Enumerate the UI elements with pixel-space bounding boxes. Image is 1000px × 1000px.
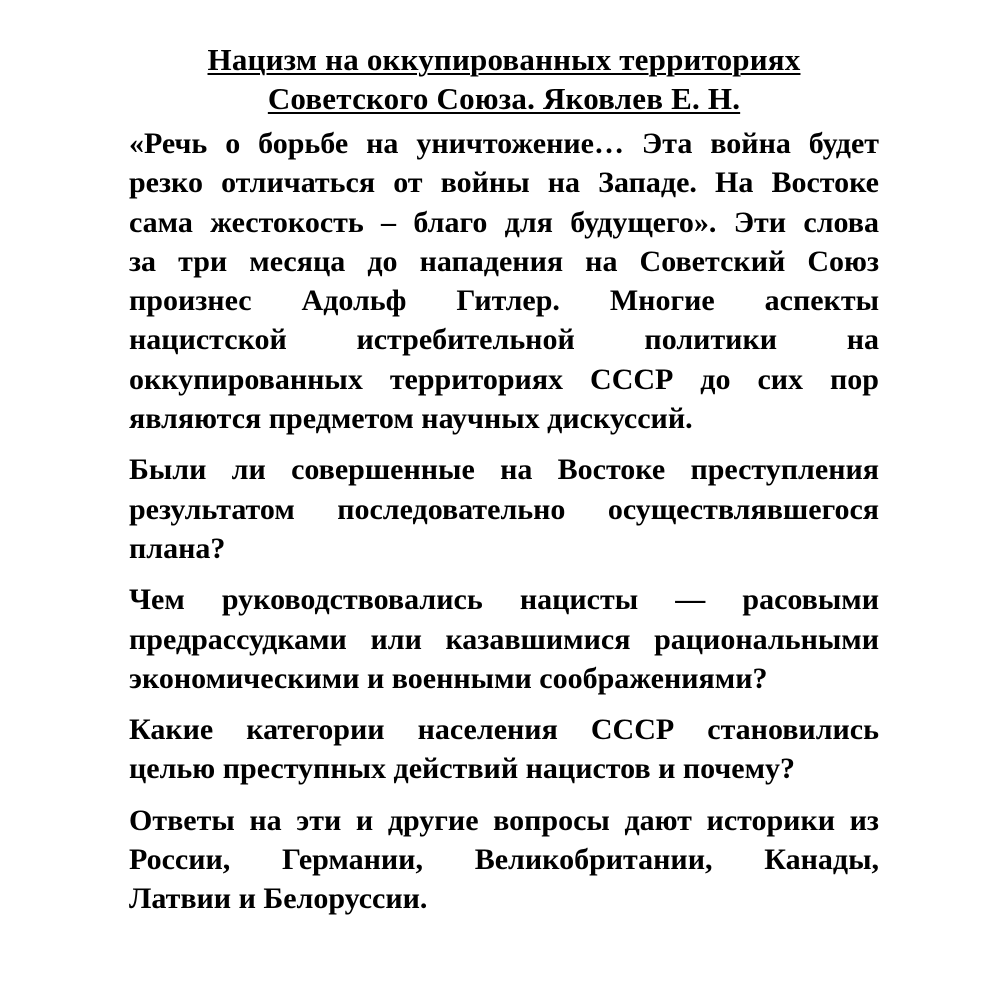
text-line: за три месяца до нападения на Советский Союз: [129, 244, 879, 278]
text-line: оккупированных территориях СССР до сих пор: [129, 362, 879, 396]
paragraph-quote: [129, 124, 879, 438]
text-line: России, Германии, Великобритании, Канады,: [129, 843, 879, 877]
text-line: Латвии и Белоруссии.: [129, 882, 428, 916]
text-line: Ответы на эти и другие вопросы дают историки из: [129, 803, 879, 837]
book-title-line-2: Советского Союза. Яковлев Е. Н.: [267, 81, 741, 116]
paragraph-question-2: [129, 580, 879, 698]
text-line: Какие категории населения СССР становились: [129, 713, 879, 747]
text-line: являются предметом научных дискуссий.: [129, 402, 693, 436]
text-line: нацистской истребительной политики на: [129, 323, 879, 357]
book-title: [129, 40, 879, 118]
text-line: экономическими и военными соображениями?: [129, 661, 768, 695]
paragraph-answer: [129, 801, 879, 919]
text-line: Чем руководствовались нацисты — расовыми: [129, 583, 879, 617]
text-line: целью преступных действий нацистов и почему?: [129, 752, 796, 786]
text-line: резко отличаться от войны на Западе. На Востоке: [129, 166, 879, 200]
text-line: плана?: [129, 531, 226, 565]
text-line: сама жестокость – благо для будущего». Эти слова: [129, 205, 879, 239]
book-title-line-1: Нацизм на оккупированных территориях: [207, 42, 801, 77]
text-line: произнес Адольф Гитлер. Многие аспекты: [129, 284, 879, 318]
text-line: результатом последовательно осуществлявшегося: [129, 492, 879, 526]
text-line: предрассудками или казавшимися рациональными: [129, 622, 879, 656]
text-line: Были ли совершенные на Востоке преступления: [129, 453, 879, 487]
paragraph-question-3: [129, 710, 879, 789]
paragraph-question-1: [129, 450, 879, 568]
text-line: «Речь о борьбе на уничтожение… Эта война будет: [129, 127, 879, 160]
